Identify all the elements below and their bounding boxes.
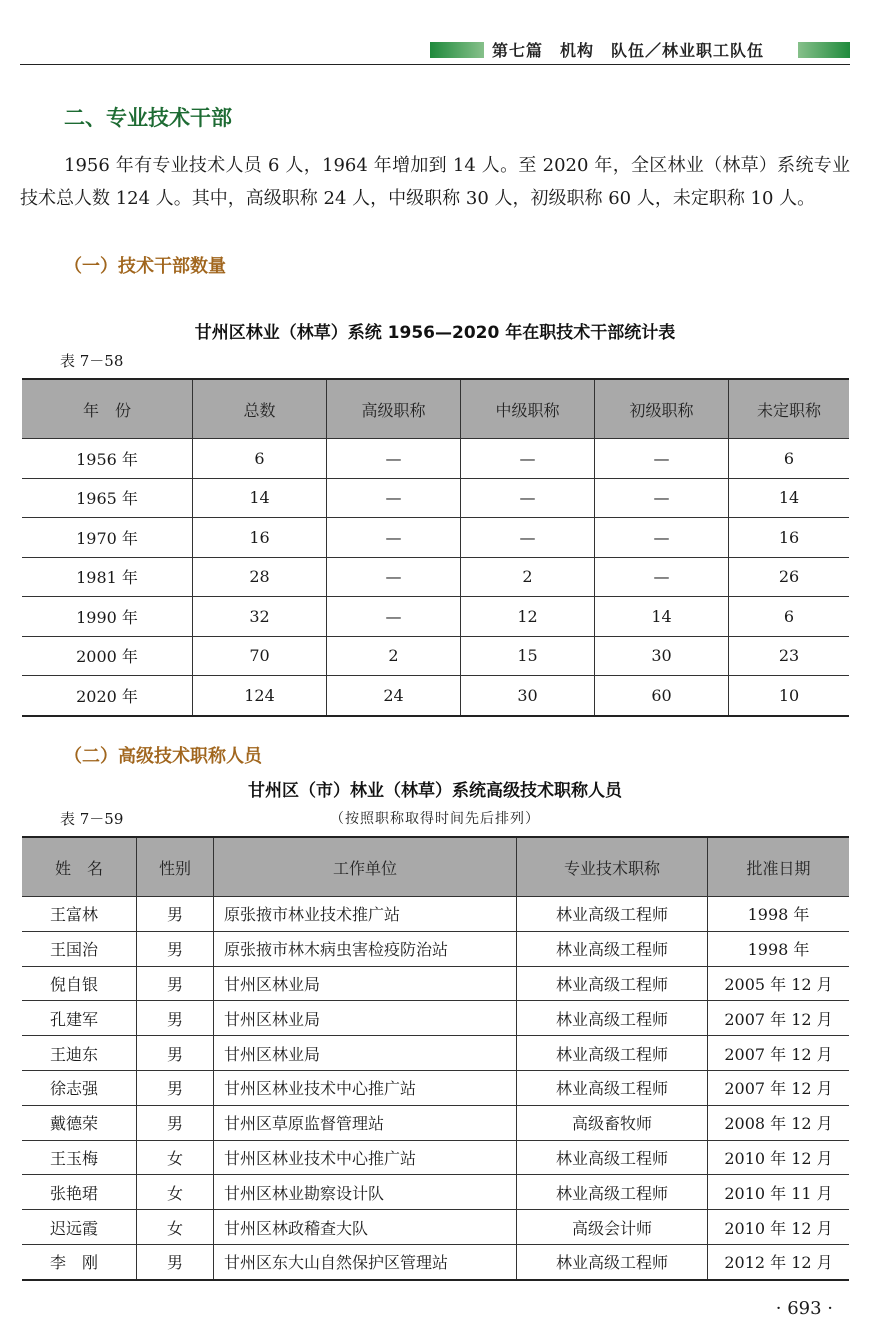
table-cell: 26 xyxy=(729,557,850,597)
table-cell: 2008 年 12 月 xyxy=(708,1105,850,1140)
table-cell: 1998 年 xyxy=(708,931,850,966)
table1-header-cell: 未定职称 xyxy=(729,379,850,439)
table-cell: 1965 年 xyxy=(22,478,193,518)
table1-header-cell: 年 份 xyxy=(22,379,193,439)
table-cell: 2010 年 11 月 xyxy=(708,1175,850,1210)
table-cell: 女 xyxy=(137,1175,214,1210)
table-cell: — xyxy=(327,597,461,637)
table-cell: 2 xyxy=(327,636,461,676)
table-cell: 林业高级工程师 xyxy=(517,931,708,966)
table2-header-cell: 工作单位 xyxy=(214,837,517,897)
table-cell: 10 xyxy=(729,676,850,716)
section-title: 二、专业技术干部 xyxy=(64,106,232,130)
table-cell: 14 xyxy=(729,478,850,518)
table-cell: 2 xyxy=(461,557,595,597)
name-cell: 孔建军 xyxy=(22,1001,137,1036)
name-cell: 王迪东 xyxy=(22,1036,137,1071)
name-cell: 戴德荣 xyxy=(22,1105,137,1140)
table1-header-cell: 初级职称 xyxy=(595,379,729,439)
name-cell: 王国治 xyxy=(22,931,137,966)
table-row xyxy=(22,1175,849,1210)
staff-count-table xyxy=(22,378,849,717)
table-cell: 林业高级工程师 xyxy=(517,1036,708,1071)
table-cell: 男 xyxy=(137,931,214,966)
subsection-title-1: （一）技术干部数量 xyxy=(64,256,226,277)
table-row xyxy=(22,518,849,558)
name-cell: 李 刚 xyxy=(22,1244,137,1279)
senior-staff-table xyxy=(22,836,849,1281)
table-row xyxy=(22,1140,849,1175)
table-cell: 6 xyxy=(193,439,327,479)
table-cell: 2007 年 12 月 xyxy=(708,1070,850,1105)
table1-header-cell: 中级职称 xyxy=(461,379,595,439)
table-cell: 2010 年 12 月 xyxy=(708,1210,850,1245)
table-row xyxy=(22,636,849,676)
table-cell: — xyxy=(461,518,595,558)
table-row xyxy=(22,1105,849,1140)
table-cell: 12 xyxy=(461,597,595,637)
table2-caption: 甘州区（市）林业（林草）系统高级技术职称人员 xyxy=(248,781,622,801)
table-cell: 林业高级工程师 xyxy=(517,1175,708,1210)
table-row xyxy=(22,1210,849,1245)
header-decor-bar-left xyxy=(430,42,484,58)
table-cell: 男 xyxy=(137,1070,214,1105)
table-row xyxy=(22,897,849,932)
table-cell: 16 xyxy=(729,518,850,558)
table-cell: 男 xyxy=(137,1244,214,1279)
table-cell: 林业高级工程师 xyxy=(517,1140,708,1175)
header-decor-bar-right xyxy=(798,42,850,58)
table-cell: 林业高级工程师 xyxy=(517,1244,708,1279)
table-cell: 男 xyxy=(137,1036,214,1071)
table-cell: — xyxy=(595,439,729,479)
table-row xyxy=(22,1001,849,1036)
table-cell: 林业高级工程师 xyxy=(517,1001,708,1036)
work-unit-cell: 甘州区林业勘察设计队 xyxy=(214,1175,517,1210)
table2-header-row xyxy=(22,837,849,897)
table-cell: 60 xyxy=(595,676,729,716)
table2-note: （按照职称取得时间先后排列） xyxy=(330,811,540,827)
table-cell: 23 xyxy=(729,636,850,676)
table-cell: 男 xyxy=(137,897,214,932)
work-unit-cell: 甘州区东大山自然保护区管理站 xyxy=(214,1244,517,1279)
table-cell: 林业高级工程师 xyxy=(517,1070,708,1105)
table-row xyxy=(22,676,849,716)
table-cell: 24 xyxy=(327,676,461,716)
table-cell: 70 xyxy=(193,636,327,676)
name-cell: 倪自银 xyxy=(22,966,137,1001)
intro-paragraph: 1956 年有专业技术人员 6 人，1964 年增加到 14 人。至 2020 年，全区林业（林草）系统专业技术总人数 124 人。其中，高级职称 24 人，中级职称 30 人，初级职称 60 人，未定职称 10 人。 xyxy=(20,155,850,209)
table-cell: 1970 年 xyxy=(22,518,193,558)
table-row xyxy=(22,1244,849,1279)
table-cell: — xyxy=(327,478,461,518)
table1-caption: 甘州区林业（林草）系统 1956—2020 年在职技术干部统计表 xyxy=(194,323,676,343)
table2-header-cell: 性别 xyxy=(137,837,214,897)
table-row xyxy=(22,1036,849,1071)
table-cell: 2020 年 xyxy=(22,676,193,716)
work-unit-cell: 甘州区林业局 xyxy=(214,1036,517,1071)
table-row xyxy=(22,597,849,637)
table-cell: 2000 年 xyxy=(22,636,193,676)
table-row xyxy=(22,1070,849,1105)
table-row xyxy=(22,931,849,966)
work-unit-cell: 甘州区林业局 xyxy=(214,1001,517,1036)
work-unit-cell: 甘州区林业技术中心推广站 xyxy=(214,1140,517,1175)
table-cell: 男 xyxy=(137,1105,214,1140)
table2-header-cell: 批准日期 xyxy=(708,837,850,897)
table-cell: 30 xyxy=(595,636,729,676)
table-cell: 1990 年 xyxy=(22,597,193,637)
page-number: · 693 · xyxy=(775,1298,833,1319)
name-cell: 张艳珺 xyxy=(22,1175,137,1210)
name-cell: 迟远霞 xyxy=(22,1210,137,1245)
work-unit-cell: 原张掖市林业技术推广站 xyxy=(214,897,517,932)
table-row xyxy=(22,478,849,518)
table-cell: 1981 年 xyxy=(22,557,193,597)
table-cell: 6 xyxy=(729,439,850,479)
table-cell: — xyxy=(461,439,595,479)
table-cell: 男 xyxy=(137,966,214,1001)
table-cell: 男 xyxy=(137,1001,214,1036)
table2-header-cell: 姓 名 xyxy=(22,837,137,897)
table-cell: 14 xyxy=(595,597,729,637)
table-row xyxy=(22,439,849,479)
table-cell: 6 xyxy=(729,597,850,637)
table-cell: 高级会计师 xyxy=(517,1210,708,1245)
table1-header-row xyxy=(22,379,849,439)
name-cell: 王玉梅 xyxy=(22,1140,137,1175)
table-row xyxy=(22,557,849,597)
header-text: 第七篇 机构 队伍／林业职工队伍 xyxy=(492,41,765,60)
table-cell: 2010 年 12 月 xyxy=(708,1140,850,1175)
table1-header-cell: 高级职称 xyxy=(327,379,461,439)
table-cell: 16 xyxy=(193,518,327,558)
table-cell: — xyxy=(595,557,729,597)
table2-header-cell: 专业技术职称 xyxy=(517,837,708,897)
work-unit-cell: 甘州区草原监督管理站 xyxy=(214,1105,517,1140)
table-cell: — xyxy=(327,439,461,479)
work-unit-cell: 原张掖市林木病虫害检疫防治站 xyxy=(214,931,517,966)
table-cell: 女 xyxy=(137,1210,214,1245)
table-cell: — xyxy=(595,518,729,558)
table2-number: 表 7－59 xyxy=(60,810,124,828)
table-cell: 15 xyxy=(461,636,595,676)
work-unit-cell: 甘州区林业局 xyxy=(214,966,517,1001)
table-cell: 14 xyxy=(193,478,327,518)
table-cell: — xyxy=(461,478,595,518)
table-cell: 30 xyxy=(461,676,595,716)
table-cell: 林业高级工程师 xyxy=(517,966,708,1001)
table-cell: 2012 年 12 月 xyxy=(708,1244,850,1279)
work-unit-cell: 甘州区林业技术中心推广站 xyxy=(214,1070,517,1105)
work-unit-cell: 甘州区林政稽查大队 xyxy=(214,1210,517,1245)
table-cell: 高级畜牧师 xyxy=(517,1105,708,1140)
subsection-title-2: （二）高级技术职称人员 xyxy=(64,746,262,767)
table-cell: 32 xyxy=(193,597,327,637)
table-cell: 28 xyxy=(193,557,327,597)
table-cell: 林业高级工程师 xyxy=(517,897,708,932)
table-cell: — xyxy=(595,478,729,518)
table-cell: 2007 年 12 月 xyxy=(708,1036,850,1071)
table-cell: 女 xyxy=(137,1140,214,1175)
table1-number: 表 7－58 xyxy=(60,352,124,370)
table-cell: — xyxy=(327,557,461,597)
table-cell: 2007 年 12 月 xyxy=(708,1001,850,1036)
table-cell: 2005 年 12 月 xyxy=(708,966,850,1001)
name-cell: 徐志强 xyxy=(22,1070,137,1105)
running-header xyxy=(20,38,850,65)
table-cell: 124 xyxy=(193,676,327,716)
table-cell: 1956 年 xyxy=(22,439,193,479)
table-cell: — xyxy=(327,518,461,558)
name-cell: 王富林 xyxy=(22,897,137,932)
table1-header-cell: 总数 xyxy=(193,379,327,439)
table-row xyxy=(22,966,849,1001)
table-cell: 1998 年 xyxy=(708,897,850,932)
